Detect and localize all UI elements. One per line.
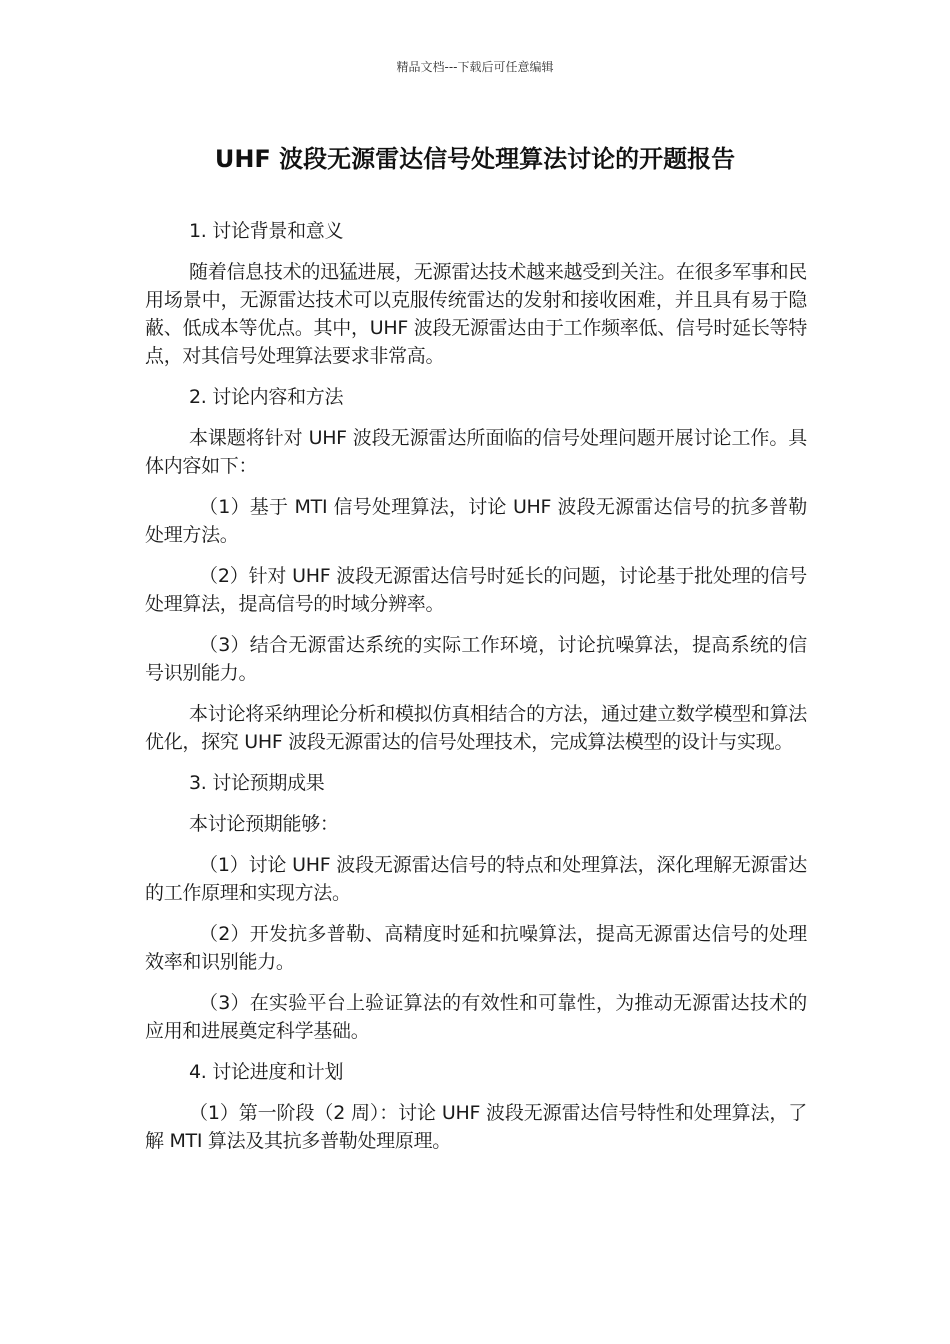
- section-heading-background: 1. 讨论背景和意义: [189, 220, 344, 242]
- paragraph-expected-intro: 本讨论预期能够：: [189, 813, 339, 835]
- list-item: （3）在实验平台上验证算法的有效性和可靠性，为推动无源雷达技术的应用和进展奠定科学基础。: [145, 992, 807, 1042]
- paragraph-content-intro: 本课题将针对 UHF 波段无源雷达所面临的信号处理问题开展讨论工作。具体内容如下：: [145, 427, 807, 477]
- section-heading-expected-results: 3. 讨论预期成果: [189, 772, 325, 794]
- header-note: 精品文档---下载后可任意编辑: [396, 60, 554, 74]
- paragraph-schedule-phase-1: （1）第一阶段（2 周）：讨论 UHF 波段无源雷达信号特性和处理算法，了解 MTI 算法及其抗多普勒处理原理。: [145, 1102, 807, 1152]
- paragraph-method: 本讨论将采纳理论分析和模拟仿真相结合的方法，通过建立数学模型和算法优化，探究 UHF 波段无源雷达的信号处理技术，完成算法模型的设计与实现。: [145, 703, 807, 753]
- list-item: （2）针对 UHF 波段无源雷达信号时延长的问题，讨论基于批处理的信号处理算法，提高信号的时域分辨率。: [145, 565, 807, 615]
- document-title: UHF 波段无源雷达信号处理算法讨论的开题报告: [214, 145, 736, 173]
- list-item: （1）基于 MTI 信号处理算法，讨论 UHF 波段无源雷达信号的抗多普勒处理方法。: [145, 496, 807, 546]
- paragraph-background: 随着信息技术的迅猛进展，无源雷达技术越来越受到关注。在很多军事和民用场景中，无源雷达技术可以克服传统雷达的发射和接收困难，并且具有易于隐蔽、低成本等优点。其中，UHF 波段无源雷达由于工作频率低、信号时延长等特点，对其信号处理算法要求非常高。: [145, 261, 807, 367]
- list-item: （2）开发抗多普勒、高精度时延和抗噪算法，提高无源雷达信号的处理效率和识别能力。: [145, 923, 807, 973]
- section-heading-schedule: 4. 讨论进度和计划: [189, 1061, 344, 1083]
- list-item: （3）结合无源雷达系统的实际工作环境，讨论抗噪算法，提高系统的信号识别能力。: [145, 634, 807, 684]
- document-body: [145, 217, 807, 1168]
- section-heading-content-method: 2. 讨论内容和方法: [189, 386, 344, 408]
- list-item: （1）讨论 UHF 波段无源雷达信号的特点和处理算法，深化理解无源雷达的工作原理和实现方法。: [145, 854, 807, 904]
